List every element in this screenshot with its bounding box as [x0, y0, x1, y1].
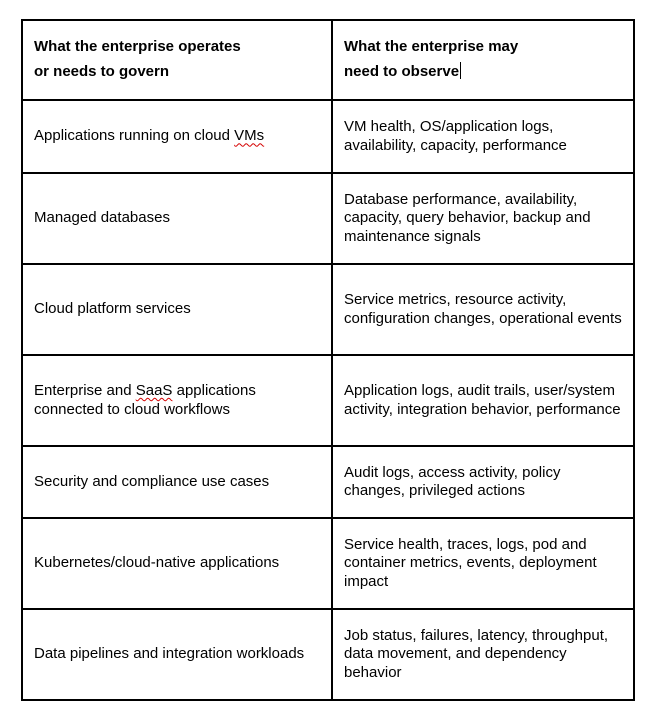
cell-operates [22, 355, 332, 446]
table-header-row [22, 20, 634, 100]
header-line-text: need to observe [344, 63, 460, 80]
table-row [22, 264, 634, 355]
cell-text: Database performance, availability, capacity, query behavior, backup and maintenance signals [344, 190, 591, 245]
cell-operates [22, 173, 332, 264]
cell-operates [22, 100, 332, 173]
header-line: What the enterprise operates [34, 38, 241, 55]
cell-text: applications connected to cloud workflows [34, 382, 256, 418]
cell-text: Enterprise and [34, 382, 136, 399]
cell-text: Applications running on cloud [34, 127, 235, 145]
cell-text: Job status, failures, latency, throughput, data movement, and dependency behavior [344, 626, 609, 681]
cell-observe [332, 355, 634, 446]
cell-observe [332, 264, 634, 355]
table-row [22, 355, 634, 446]
cell-operates [22, 609, 332, 700]
table-row [22, 173, 634, 264]
cell-observe [332, 446, 634, 518]
cell-text: Application logs, audit trails, user/system activity, integration behavior, performance [344, 382, 621, 418]
header-line [344, 59, 623, 84]
text-cursor [460, 62, 461, 79]
cell-text: Service metrics, resource activity, configuration changes, operational events [344, 291, 622, 327]
cell-text: VM health, OS/application logs, availability, capacity, performance [344, 118, 567, 154]
cell-text: Service health, traces, logs, pod and container metrics, events, deployment impact [344, 535, 597, 590]
table-row [22, 518, 634, 609]
cell-observe [332, 518, 634, 609]
observability-table [21, 19, 635, 701]
cell-operates [22, 264, 332, 355]
cell-observe [332, 100, 634, 173]
header-cell-observe [332, 20, 634, 100]
cell-text: Data pipelines and integration workloads [34, 645, 305, 663]
cell-text: Kubernetes/cloud-native applications [34, 554, 280, 572]
spellcheck-flagged-word: SaaS [135, 382, 173, 399]
cell-operates [22, 518, 332, 609]
cell-text: Cloud platform services [34, 300, 191, 318]
cell-observe [332, 173, 634, 264]
table-row [22, 609, 634, 700]
table-row [22, 100, 634, 173]
cell-text: Managed databases [34, 209, 170, 227]
table-row [22, 446, 634, 518]
cell-observe [332, 609, 634, 700]
cell-operates [22, 446, 332, 518]
header-line: or needs to govern [34, 63, 170, 80]
cell-text: Audit logs, access activity, policy changes, privileged actions [344, 463, 561, 499]
cell-text: Security and compliance use cases [34, 472, 270, 490]
spellcheck-flagged-word: VMs [234, 127, 265, 145]
header-line: What the enterprise may [344, 38, 519, 55]
header-cell-operates [22, 20, 332, 100]
